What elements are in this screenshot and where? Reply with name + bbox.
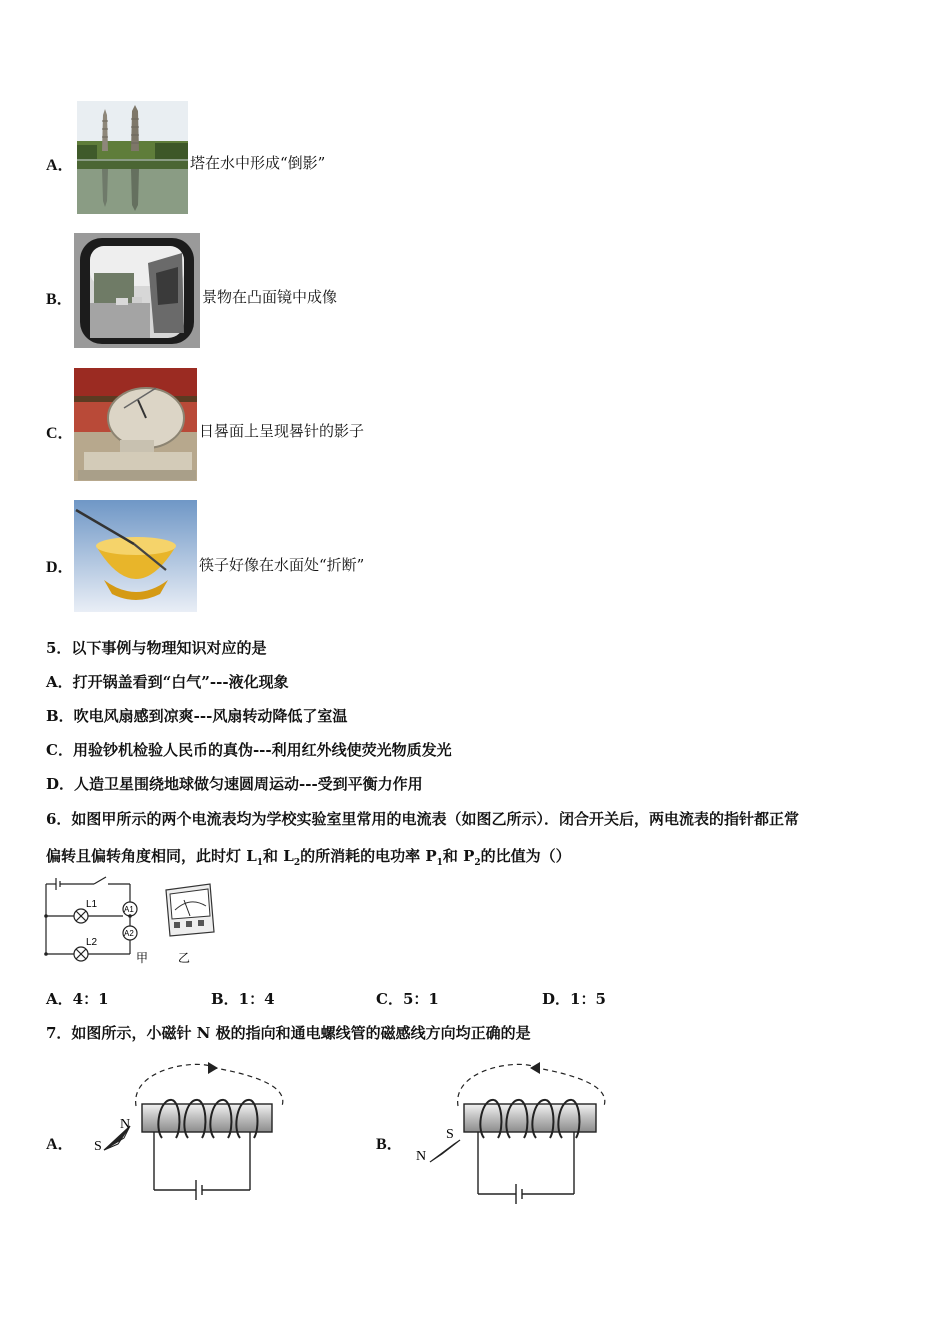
- needle-a-bottom-label: S: [94, 1139, 102, 1154]
- option-c-letter: C．: [46, 425, 74, 442]
- needle-b-top-label: S: [446, 1127, 454, 1142]
- field-direction-arrow-b: [530, 1062, 540, 1074]
- q7-option-b-figure: [412, 1058, 612, 1206]
- figure-jia-label: 甲: [136, 951, 149, 965]
- field-direction-arrow-a: [208, 1062, 218, 1074]
- chopsticks-bowl-photo: [74, 500, 197, 612]
- q6-option-c: C．5：1: [376, 990, 439, 1008]
- figure-yi-label: 乙: [178, 951, 191, 965]
- q6-option-d: D．1：5: [542, 990, 606, 1008]
- convex-mirror-photo: [74, 233, 200, 348]
- q7-stem: 7．如图所示，小磁针 N 极的指向和通电螺线管的磁感线方向均正确的是: [46, 1024, 531, 1042]
- option-a-letter: A．: [46, 157, 74, 174]
- q6-stem-line1: 6．如图甲所示的两个电流表均为学校实验室里常用的电流表（如图乙所示）．闭合开关后，两电流表的指针都正常: [46, 810, 799, 828]
- ammeter-a1-label: A1: [124, 905, 134, 914]
- q5-option-d: D．人造卫星围绕地球做匀速圆周运动---受到平衡力作用: [46, 775, 423, 793]
- pagoda-reflection-photo: [77, 101, 188, 214]
- q6-option-a: A．4：1: [46, 990, 109, 1008]
- option-d-text: 筷子好像在水面处“折断”: [199, 556, 365, 574]
- option-b-text: 景物在凸面镜中成像: [202, 288, 338, 306]
- q6-stem-line2: 偏转且偏转角度相同，此时灯 $L_1$和 $L_2$的所消耗的电功率 $P_1$和 $P_2$的比值为（）: [46, 847, 571, 868]
- needle-b-bottom-label: N: [416, 1149, 427, 1164]
- q7-option-b-letter: B．: [376, 1136, 403, 1153]
- lamp-l1-label: L1: [86, 899, 98, 910]
- q5-option-a: A．打开锅盖看到“白气”---液化现象: [46, 673, 289, 691]
- q5-option-b: B．吹电风扇感到凉爽---风扇转动降低了室温: [46, 707, 348, 725]
- option-b-letter: B．: [46, 291, 73, 308]
- needle-a-top-label: N: [120, 1117, 131, 1132]
- q6-option-b: B．1：4: [211, 990, 275, 1008]
- q5-stem: 5．以下事例与物理知识对应的是: [46, 639, 267, 657]
- q6-ammeter-figure: [160, 878, 220, 966]
- option-a-text: 塔在水中形成“倒影”: [190, 154, 326, 172]
- q7-option-a-figure: [90, 1058, 290, 1200]
- ammeter-a2-label: A2: [124, 929, 134, 938]
- q6-circuit-diagram: [42, 874, 154, 966]
- lamp-l2-label: L2: [86, 937, 98, 948]
- q5-option-c: C．用验钞机检验人民币的真伪---利用红外线使荧光物质发光: [46, 741, 452, 759]
- q7-option-a-letter: A．: [46, 1136, 74, 1153]
- option-c-text: 日晷面上呈现晷针的影子: [199, 422, 365, 440]
- option-d-letter: D．: [46, 559, 74, 576]
- sundial-photo: [74, 368, 197, 481]
